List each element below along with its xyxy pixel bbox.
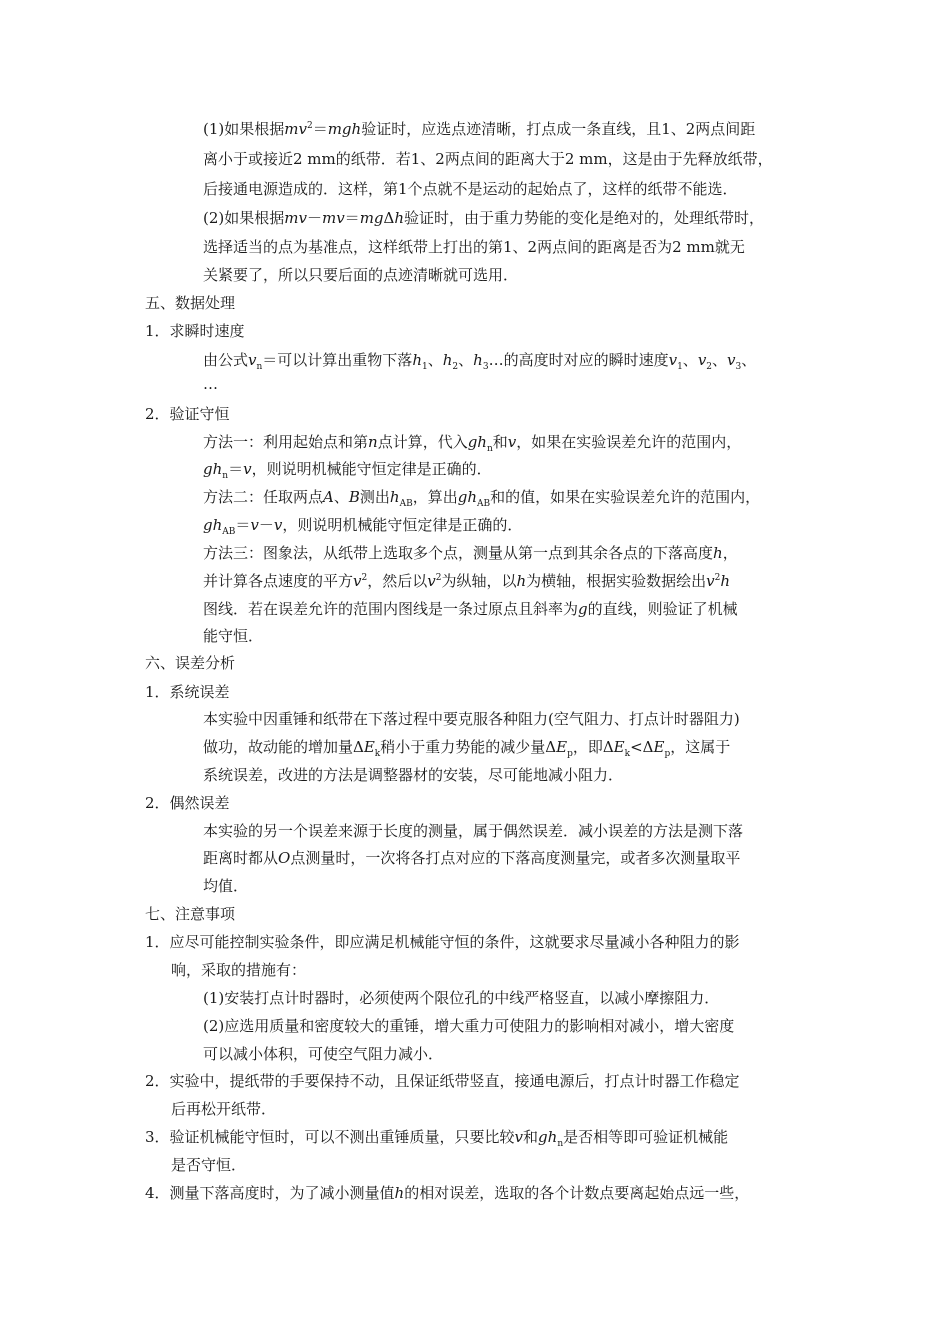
text-line: 2．实验中，提纸带的手要保持不动，且保证纸带竖直，接通电源后，打点计时器工作稳定 [145,1072,740,1090]
section-heading: 五、数据处理 [145,294,236,312]
section-heading: 七、注意事项 [145,905,236,923]
text-line: 响，采取的措施有： [171,961,307,979]
text-line: (1)如果根据$mv^2=mgh$验证时，应选点迹清晰，打点成一条直线，且1、2两点间距 [203,120,756,138]
text-line: 方法二：任取两点A、B测出$h_{AB}$，算出$gh_{AB}$和的值，如果在实验误差允许的范围内， [203,488,761,509]
text-line: 做功，故动能的增加量$\Delta E_k$稍小于重力势能的减少量$\Delta E_p$，即$\Delta E_k<\Delta E_p$，这属于 [203,738,731,759]
item-title: 2．验证守恒 [145,405,230,423]
text-line: 图线．若在误差允许的范围内图线是一条过原点且斜率为g的直线，则验证了机械 [203,600,738,618]
text-line: 本实验中因重锤和纸带在下落过程中要克服各种阻力(空气阻力、打点计时器阻力) [203,710,740,728]
text-line: 可以减小体积，可使空气阻力减小． [203,1045,444,1063]
text-line: 1．应尽可能控制实验条件，即应满足机械能守恒的条件，这就要求尽量减小各种阻力的影 [145,933,740,951]
text-line: 能守恒． [203,627,264,645]
text-line: 选择适当的点为基准点，这样纸带上打出的第1、2两点间的距离是否为2 mm就无 [203,238,745,256]
text-line: 距离时都从O点测量时，一次将各打点对应的下落高度测量完，或者多次测量取平 [203,849,741,867]
section-heading: 六、误差分析 [145,654,236,672]
text-line: 后接通电源造成的．这样，第1个点就不是运动的起始点了，这样的纸带不能选． [203,180,738,198]
text-line: … [203,375,218,393]
text-line: 是否守恒． [171,1156,247,1174]
text-line: 方法三：图象法，从纸带上选取多个点，测量从第一点到其余各点的下落高度h， [203,544,738,562]
text-line: (1)安装打点计时器时，必须使两个限位孔的中线严格竖直，以减小摩擦阻力． [203,989,720,1007]
text-line: $gh_n=v$，则说明机械能守恒定律是正确的． [203,460,492,481]
text-line: 关紧要了，所以只要后面的点迹清晰就可选用． [203,266,519,284]
text-line: 由公式$v_n=$可以计算出重物下落$h_1$、$h_2$、$h_3\dots$的高度时对应的瞬时速度$v_1$、$v_2$、$v_3$、 [203,351,757,372]
text-line: 均值． [203,877,249,895]
text-line: 并计算各点速度的平方$v^2$，然后以$v^2$为纵轴，以h为横轴，根据实验数据绘出$v^2h$ [203,572,731,590]
text-line: 后再松开纸带． [171,1100,277,1118]
text-line: 本实验的另一个误差来源于长度的测量，属于偶然误差．减小误差的方法是测下落 [203,822,744,840]
text-line: $gh_{AB}=v-v$，则说明机械能守恒定律是正确的． [203,516,523,537]
text-line: (2)应选用质量和密度较大的重锤，增大重力可使阻力的影响相对减小，增大密度 [203,1017,735,1035]
text-line: (2)如果根据mv－mv＝mgΔh验证时，由于重力势能的变化是绝对的，处理纸带时， [203,209,765,227]
item-title: 1．系统误差 [145,683,230,701]
item-title: 1．求瞬时速度 [145,322,245,340]
text-line: 离小于或接近2 mm的纸带．若1、2两点间的距离大于2 mm，这是由于先释放纸带， [203,150,773,168]
item-title: 2．偶然误差 [145,794,230,812]
text-line: 系统误差，改进的方法是调整器材的安装，尽可能地减小阻力． [203,766,624,784]
text-line: 4．测量下落高度时，为了减小测量值h的相对误差，选取的各个计数点要离起始点远一些， [145,1184,750,1202]
text-line: 方法一：利用起始点和第n点计算，代入$gh_n$和v，如果在实验误差允许的范围内， [203,433,742,454]
text-line: 3．验证机械能守恒时，可以不测出重锤质量，只要比较v和$gh_n$是否相等即可验证机械能 [145,1128,729,1149]
